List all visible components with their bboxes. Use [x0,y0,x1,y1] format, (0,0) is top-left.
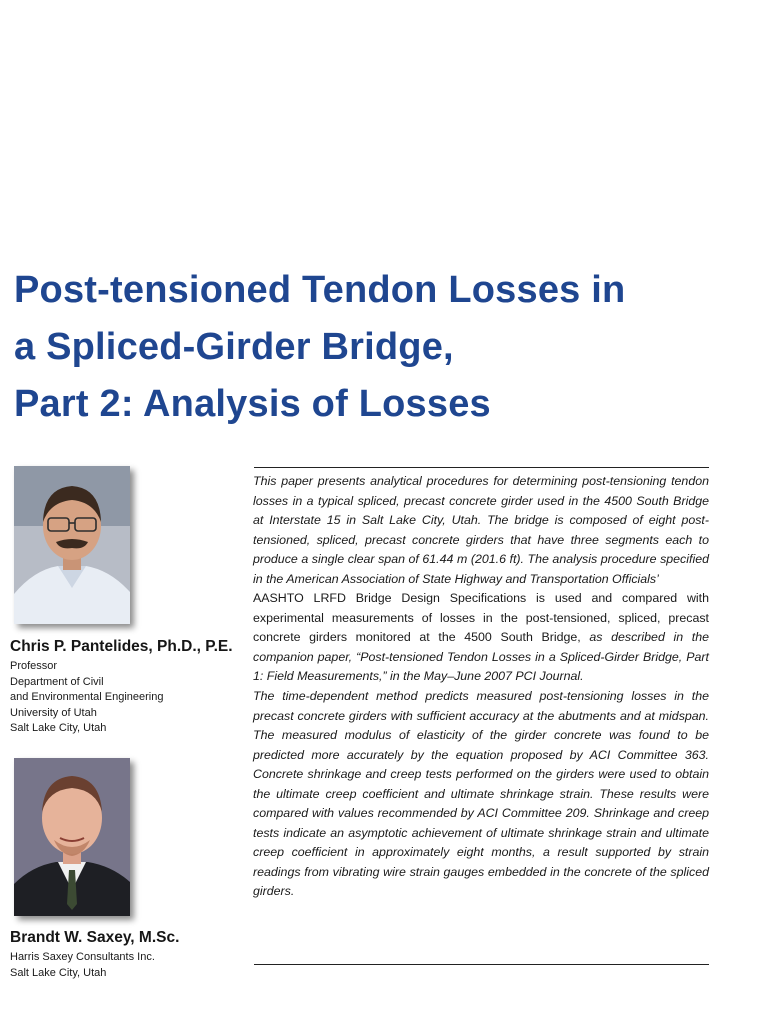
abstract-top-rule [254,467,709,468]
author-photo-pantelides [14,466,130,624]
abstract-bottom-rule [254,964,709,965]
title-line: a Spliced-Girder Bridge, [14,326,454,368]
abstract [253,472,709,902]
affiliation-line: Harris Saxey Consultants Inc. [10,951,155,963]
affiliation-line: and Environmental Engineering [10,691,164,703]
author-affiliation [10,659,164,737]
author-name: Brandt W. Saxey, M.Sc. [10,929,180,946]
abstract-paragraph [253,472,709,687]
title-line: Part 2: Analysis of Losses [14,383,491,425]
title-line: Post-tensioned Tendon Losses in [14,269,626,311]
abstract-text: This paper presents analytical procedures for determining post-tensioning tendon losses in a typical spliced, precast concrete girder used in the 4500 South Bridge at Interstate 15 in Salt Lake City, Utah. The bridge is composed of eight post-tensioned, spliced, precast concrete girders that have three segments each to produce a single clear span of 61.44 m (201.6 ft). The analysis procedure specified in the American Association of State Highway and Transportation Officials’ [253,474,709,586]
author-affiliation [10,950,155,981]
affiliation-line: University of Utah [10,706,97,719]
affiliation-line: Department of Civil [10,675,104,688]
affiliation-line: Salt Lake City, Utah [10,722,107,734]
affiliation-line: Salt Lake City, Utah [10,966,107,979]
abstract-specs-text: AASHTO LRFD Bridge Design Specifications is used and compared with experimental measurements of losses in the post-tensioned, spliced, precast concrete girders monitored at the 4500 South Bridge, [253,591,709,645]
author-name: Chris P. Pantelides, Ph.D., P.E. [10,638,233,655]
author-photo-saxey [14,758,130,916]
affiliation-line: Professor [10,660,58,672]
abstract-paragraph: The time-dependent method predicts measured post-tensioning losses in the precast concrete girders with sufficient accuracy at the abutments and at midspan. The measured modulus of elasticity of the girder concrete was found to be predicted more accurately by the equation proposed by ACI Committee 363. Concrete shrinkage and creep tests performed on the girders were used to obtain the ultimate creep coefficient and ultimate shrinkage strain. These results were compared with values recommended by ACI Committee 209. Shrinkage and creep tests indicate an asymptotic achievement of ultimate shrinkage strain and ultimate creep coefficient in approximately eight months, a result supported by strain readings from vibrating wire strain gauges embedded in the concrete of the spliced girders. [253,689,709,899]
article-title [14,262,754,433]
abstract-text: as described in the companion paper, “Post-tensioned Tendon Losses in a Spliced-Girder Bridge, Part 1: Field Measurements,” in the May–June 2007 PCI Journal. [253,630,709,684]
